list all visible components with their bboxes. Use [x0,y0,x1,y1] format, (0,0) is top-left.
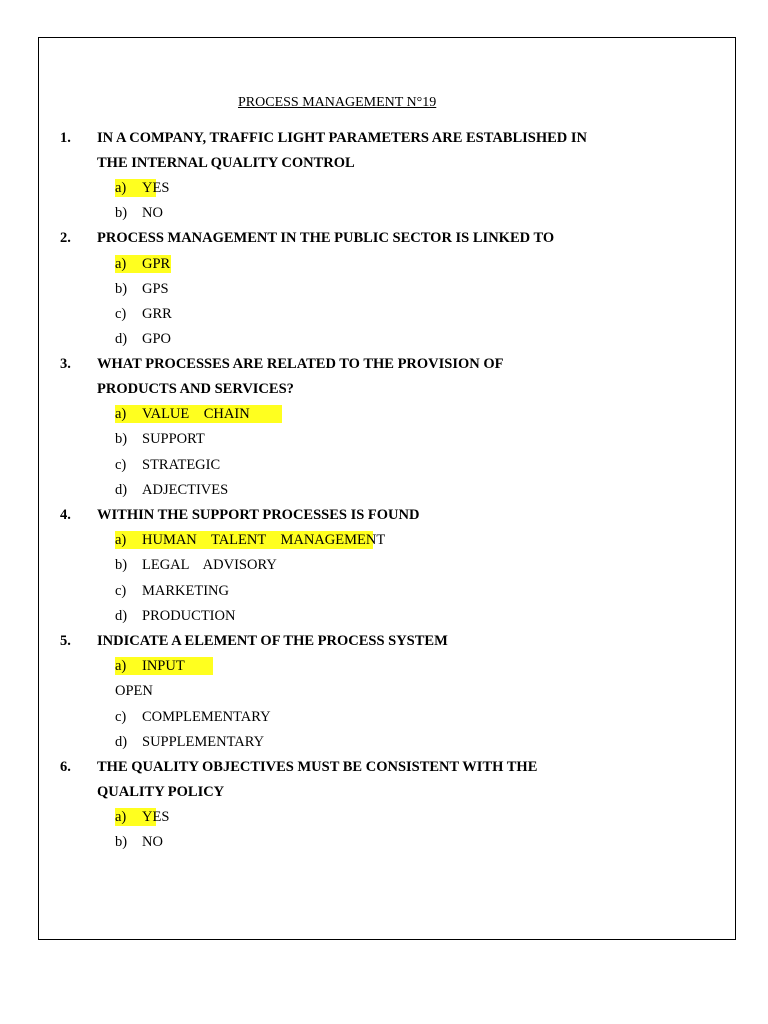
option-text: SUPPLEMENTARY [142,734,265,750]
option-label: c) [115,709,127,725]
option-label: d) [115,482,128,498]
option-label: a) [115,180,127,196]
question-number: 6. [60,759,71,775]
option-text: NO [142,205,163,221]
option-text: LEGAL ADVISORY [142,557,277,573]
option-label: a) [115,256,127,272]
option-text: OPEN [115,683,153,699]
option-text: ADJECTIVES [142,482,229,498]
option-label: b) [115,205,128,221]
document-title: PROCESS MANAGEMENT N°19 [238,95,437,110]
question-number: 5. [60,633,71,649]
option-text: SUPPORT [142,431,205,447]
option-label: b) [115,834,128,850]
question-text: WITHIN THE SUPPORT PROCESSES IS FOUND [97,507,420,523]
option-text: PRODUCTION [142,608,236,624]
option-text: VALUE CHAIN [142,406,250,422]
option-text: STRATEGIC [142,457,221,473]
option-text: GRR [142,306,172,322]
option-text: MARKETING [142,583,229,599]
option-text: GPS [142,281,169,297]
question-number: 3. [60,356,71,372]
option-label: d) [115,608,128,624]
question-text: THE QUALITY OBJECTIVES MUST BE CONSISTENT WITH THE [97,759,538,775]
option-label: b) [115,281,128,297]
question-text: THE INTERNAL QUALITY CONTROL [97,155,355,171]
option-text: GPO [142,331,172,347]
question-number: 2. [60,230,71,246]
option-label: a) [115,406,127,422]
question-text: INDICATE A ELEMENT OF THE PROCESS SYSTEM [97,633,448,649]
question-text: WHAT PROCESSES ARE RELATED TO THE PROVISION OF [97,356,504,372]
option-label: b) [115,557,128,573]
option-text: HUMAN TALENT MANAGEMENT [142,532,386,548]
option-label: c) [115,306,127,322]
option-label: d) [115,331,128,347]
option-label: b) [115,431,128,447]
option-label: d) [115,734,128,750]
option-text: YES [142,809,170,825]
question-text: PRODUCTS AND SERVICES? [97,381,294,397]
option-text: GPR [142,256,171,272]
option-label: c) [115,583,127,599]
option-label: a) [115,658,127,674]
option-label: a) [115,532,127,548]
option-text: INPUT [142,658,185,674]
question-text: PROCESS MANAGEMENT IN THE PUBLIC SECTOR IS LINKED TO [97,230,555,246]
option-label: c) [115,457,127,473]
question-number: 1. [60,130,71,146]
question-text: IN A COMPANY, TRAFFIC LIGHT PARAMETERS ARE ESTABLISHED IN [97,130,588,146]
question-number: 4. [60,507,71,523]
question-text: QUALITY POLICY [97,784,225,800]
option-label: a) [115,809,127,825]
option-text: COMPLEMENTARY [142,709,271,725]
option-text: NO [142,834,163,850]
option-text: YES [142,180,170,196]
